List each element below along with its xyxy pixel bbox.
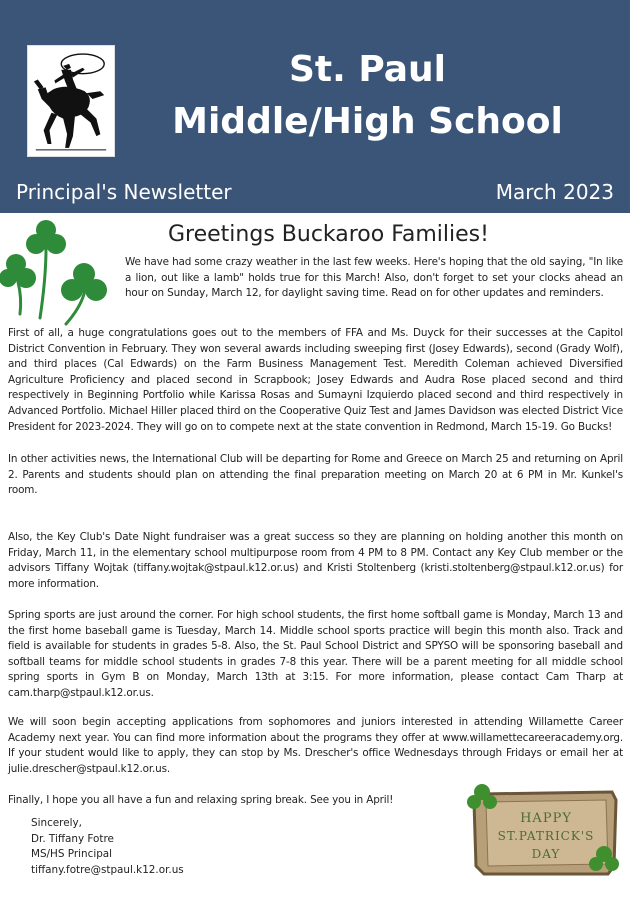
intro-paragraph: We have had some crazy weather in the last few weeks. Here's hoping that the old saying, "In like a lion, out like a lamb" holds true for this March! Also, don't forget to set your clocks ahead an hour on Sunday, March 12, for daylight saving time. Read on for other updates and reminders. xyxy=(125,256,623,300)
sign-line-happy: HAPPY xyxy=(520,811,572,826)
signoff-salutation: Sincerely, xyxy=(31,817,82,829)
school-name-line1: St. Paul xyxy=(288,49,447,90)
school-name xyxy=(120,44,615,148)
school-name-line2: Middle/High School xyxy=(172,101,563,142)
newsletter-header xyxy=(0,0,630,213)
greeting-heading: Greetings Buckaroo Families! xyxy=(168,222,489,247)
cowboy-rider-icon xyxy=(28,46,114,156)
newsletter-title: Principal's Newsletter xyxy=(16,180,232,204)
key-club-paragraph: Also, the Key Club's Date Night fundraiser was a great success so they are planning on holding another this month on Friday, March 11, in the elementary school multipurpose room from 4 PM to 8 PM. Contact any Key Club member or the advisors Tiffany Wojtak (tiffany.wojtak@stpaul.k12.or.us) and Kristi Stoltenberg (kristi.stoltenberg@stpaul.k12.or.us) for more information. xyxy=(8,531,623,590)
closing-paragraph: Finally, I hope you all have a fun and relaxing spring break. See you in April! xyxy=(8,794,394,806)
career-academy-paragraph: We will soon begin accepting applications from sophomores and juniors interested in attending Willamette Career Academy next year. You can find more information about the programs they offer at www.willamettecareeracademy.org. If your student would like to apply, they can stop by Ms. Drescher's office Wednesdays through Fridays or email her at julie.drescher@stpaul.k12.or.us. xyxy=(8,716,623,775)
signoff-email: tiffany.fotre@stpaul.k12.or.us xyxy=(31,863,184,876)
signoff-name: Dr. Tiffany Fotre xyxy=(31,832,114,845)
st-patricks-day-sign xyxy=(466,782,626,882)
bucking-horse-logo xyxy=(27,45,115,157)
newsletter-date: March 2023 xyxy=(495,180,614,204)
signature-block xyxy=(31,816,184,878)
shamrock-icon xyxy=(0,218,122,330)
signoff-title: MS/HS Principal xyxy=(31,848,113,861)
international-club-paragraph: In other activities news, the International Club will be departing for Rome and Greece on March 25 and returning on April 2. Parents and students should plan on attending the final preparation meeting on March 20 at 6 PM in Mr. Kunkel's room. xyxy=(8,453,623,497)
sign-line-day: DAY xyxy=(531,847,561,861)
sign-line-stpatricks: ST.PATRICK'S xyxy=(497,829,595,843)
spring-sports-paragraph: Spring sports are just around the corner. For high school students, the first home softball game is Monday, March 13 and the first home baseball game is Tuesday, March 14. Middle school sports practice will begin this month also. Track and field is available for students in grades 5-8. Also, the St. Paul School District and SPYSO will be sponsoring baseball and softball teams for middle school students in grades 7-8 this year. There will be a parent meeting for all middle school spring sports in Gym B on Monday, March 13th at 3:15. For more information, please contact Cam Tharp at cam.tharp@stpaul.k12.or.us. xyxy=(8,609,623,699)
ffa-paragraph: First of all, a huge congratulations goes out to the members of FFA and Ms. Duyck for their successes at the Capitol District Convention in February. They won several awards including sweeping first (Josey Edwards), second (Grady Wolf), and third places (Cal Edwards) on the Farm Business Management Test. Meredith Coleman achieved Diversified Agriculture Proficiency and placed second in Scrapbook; Josey Edwards and Audra Rose placed second and third respectively in Beginning Portfolio while Karissa Rosas and Sumayni Izquierdo placed second and third respectively in Advanced Portfolio. Michael Hiller placed third on the Cooperative Quiz Test and James Davidson was elected District Vice President for 2023-2024. They will go on to compete next at the state convention in Redmond, March 15-19. Go Bucks! xyxy=(8,327,623,433)
